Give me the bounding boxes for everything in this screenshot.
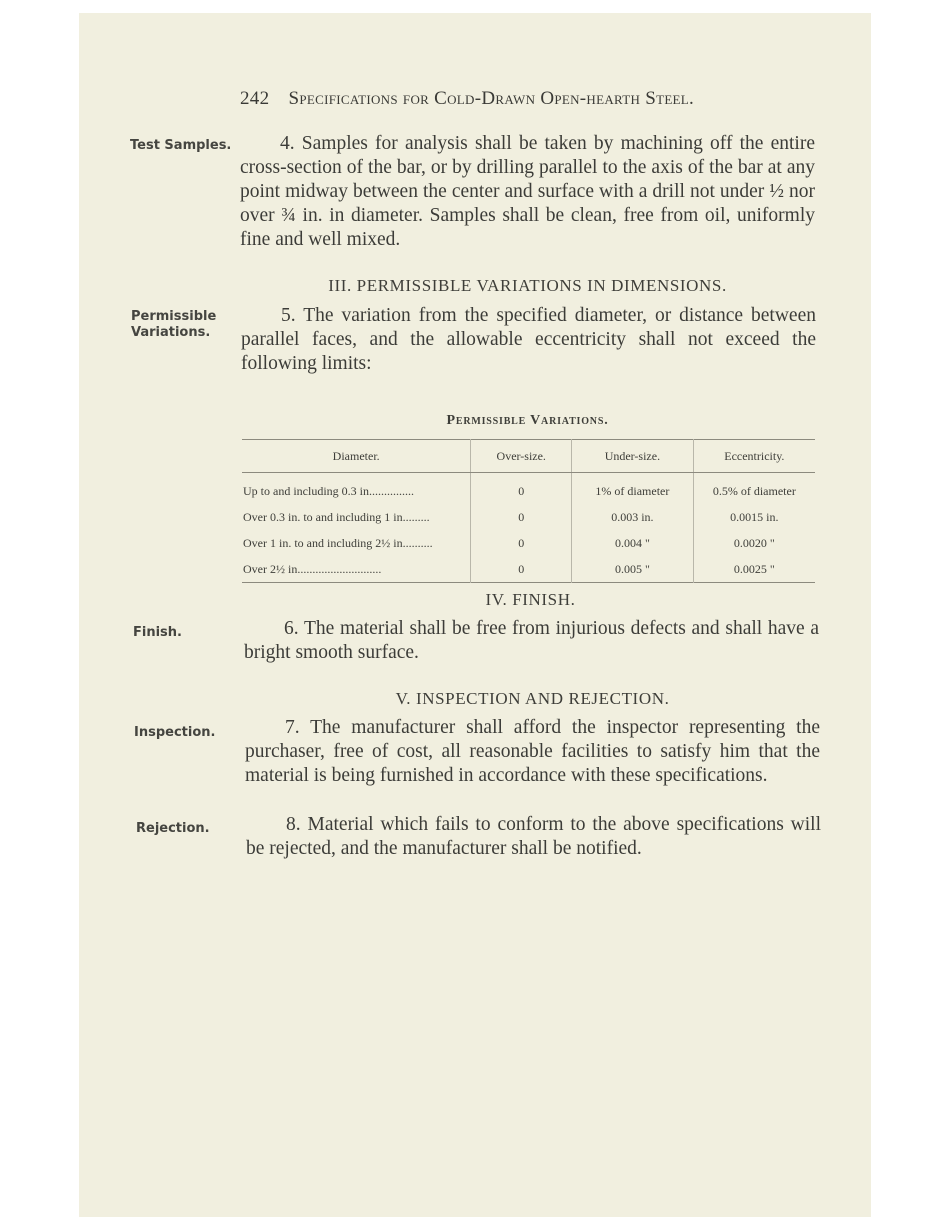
cell-under-size: 0.003 in. [572,504,694,530]
section-heading-4: IV. FINISH. [485,590,576,609]
paragraph-4 [240,132,815,252]
margin-note-variations: Variations. [131,325,211,340]
table-row [242,473,815,505]
cell-diameter: Over 1 in. to and including 2½ in.......... [243,535,433,550]
margin-note-inspection: Inspection. [134,725,216,740]
column-header-over-size: Over-size. [471,440,572,473]
running-head [240,88,815,110]
permissible-variations-table [242,439,815,583]
paragraph-8-text: 8. Material which fails to conform to the above specifications will be rejected, and the manufacturer shall be notified. [246,814,821,859]
cell-under-size: 0.004 " [572,530,694,556]
margin-note-rejection: Rejection. [136,821,210,836]
book-page [79,13,871,1217]
margin-note-finish: Finish. [133,625,182,640]
cell-eccentricity: 0.5% of diameter [693,473,815,505]
paragraph-7 [245,716,820,788]
column-header-eccentricity: Eccentricity. [693,440,815,473]
margin-note-permissible: Permissible [131,309,217,324]
paragraph-4-text: 4. Samples for analysis shall be taken by machining off the entire cross-section of the bar, or by drilling parallel to the axis of the bar at any point midway between the center and surface with a drill not under ½ nor over ¾ in. in diameter. Samples shall be clean, free from oil, uniformly fine and well mixed. [240,133,815,250]
table-row [242,530,815,556]
margin-note-permissible-variations [131,309,216,341]
section-heading-3: III. PERMISSIBLE VARIATIONS IN DIMENSIONS. [328,276,727,295]
running-title: Specifications for Cold-Drawn Open-hearth Steel. [288,88,695,109]
table-row [242,504,815,530]
cell-over-size: 0 [471,530,572,556]
cell-diameter: Over 0.3 in. to and including 1 in......... [243,509,430,524]
margin-note-test-samples: Test Samples. [130,138,232,153]
cell-diameter: Over 2½ in............................ [243,561,382,576]
paragraph-6 [244,617,819,665]
cell-over-size: 0 [471,504,572,530]
column-header-under-size: Under-size. [572,440,694,473]
paragraph-7-text: 7. The manufacturer shall afford the inspector representing the purchaser, free of cost, all reasonable facilities to satisfy him that the material is being furnished in accordance with these specifications. [245,717,820,786]
table-title: Permissible Variations. [446,413,609,428]
cell-diameter: Up to and including 0.3 in............... [243,483,414,498]
paragraph-5 [241,304,816,376]
cell-over-size: 0 [471,473,572,505]
cell-eccentricity: 0.0020 " [693,530,815,556]
cell-over-size: 0 [471,556,572,583]
cell-eccentricity: 0.0015 in. [693,504,815,530]
table-row [242,556,815,583]
cell-under-size: 0.005 " [572,556,694,583]
section-heading-5: V. INSPECTION AND REJECTION. [395,689,670,708]
cell-under-size: 1% of diameter [572,473,694,505]
paragraph-8 [246,813,821,861]
cell-eccentricity: 0.0025 " [693,556,815,583]
paragraph-5-text: 5. The variation from the specified diameter, or distance between parallel faces, and the allowable eccentricity shall not exceed the following limits: [241,305,816,374]
page-number: 242 [240,88,270,109]
column-header-diameter: Diameter. [242,440,471,473]
paragraph-6-text: 6. The material shall be free from injurious defects and shall have a bright smooth surface. [244,618,819,663]
